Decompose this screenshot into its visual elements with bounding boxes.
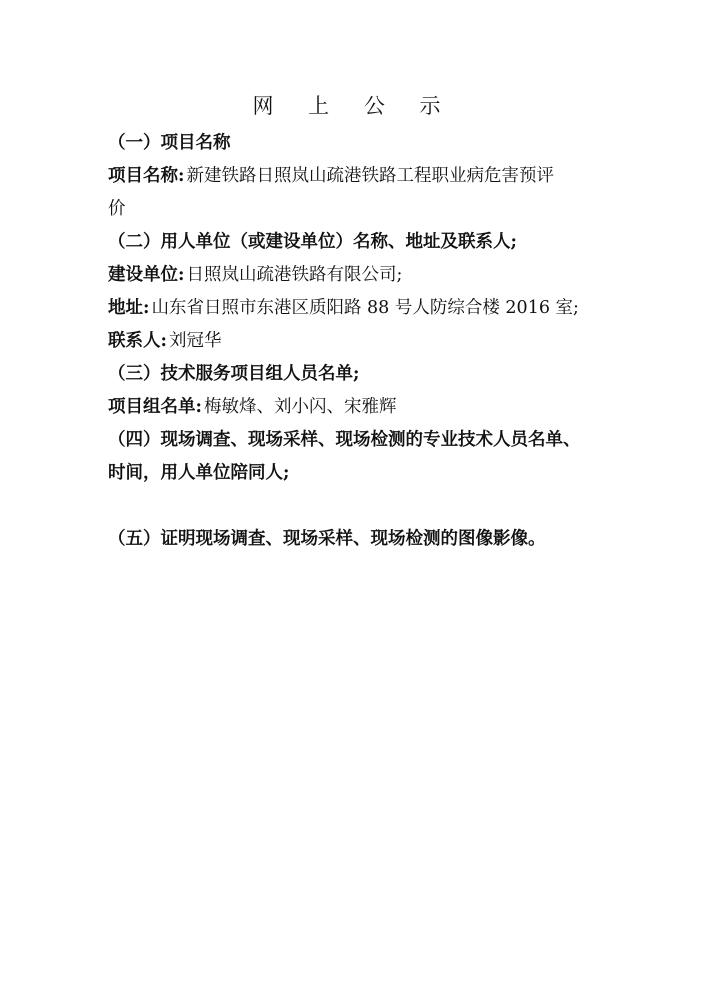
section-1-heading: （一）项目名称 (108, 133, 231, 153)
address-line (108, 292, 608, 325)
page-title: 网 上 公 示 (252, 94, 455, 118)
team-list-line (108, 391, 608, 424)
project-name-value: 新建铁路日照岚山疏港铁路工程职业病危害预评 (186, 166, 554, 186)
project-name-line (108, 160, 608, 193)
blank-line (108, 490, 608, 523)
section-4-heading: （四）现场调查、现场采样、现场检测的专业技术人员名单、 (108, 430, 581, 450)
construction-unit-value: 日照岚山疏港铁路有限公司; (186, 265, 403, 285)
address-label: 地址: (108, 298, 150, 318)
team-list-value: 梅敏烽、刘小闪、宋雅辉 (203, 397, 397, 417)
section-2-heading: （二）用人单位（或建设单位）名称、地址及联系人; (108, 232, 517, 252)
section-5-heading: （五）证明现场调查、现场采样、现场检测的图像影像。 (108, 529, 546, 549)
construction-unit-line (108, 259, 608, 292)
document-body (108, 127, 608, 556)
address-value: 山东省日照市东港区质阳路 88 号人防综合楼 2016 室; (151, 298, 579, 318)
contact-line (108, 325, 608, 358)
section-4-heading-continuation: 时间，用人单位陪同人; (108, 463, 290, 483)
section-3-heading: （三）技术服务项目组人员名单; (108, 364, 360, 384)
contact-label: 联系人: (108, 331, 167, 351)
construction-unit-label: 建设单位: (108, 265, 185, 285)
team-list-label: 项目组名单: (108, 397, 202, 417)
contact-value: 刘冠华 (168, 331, 222, 351)
project-name-label: 项目名称: (108, 166, 185, 186)
project-name-continuation: 价 (108, 199, 126, 219)
